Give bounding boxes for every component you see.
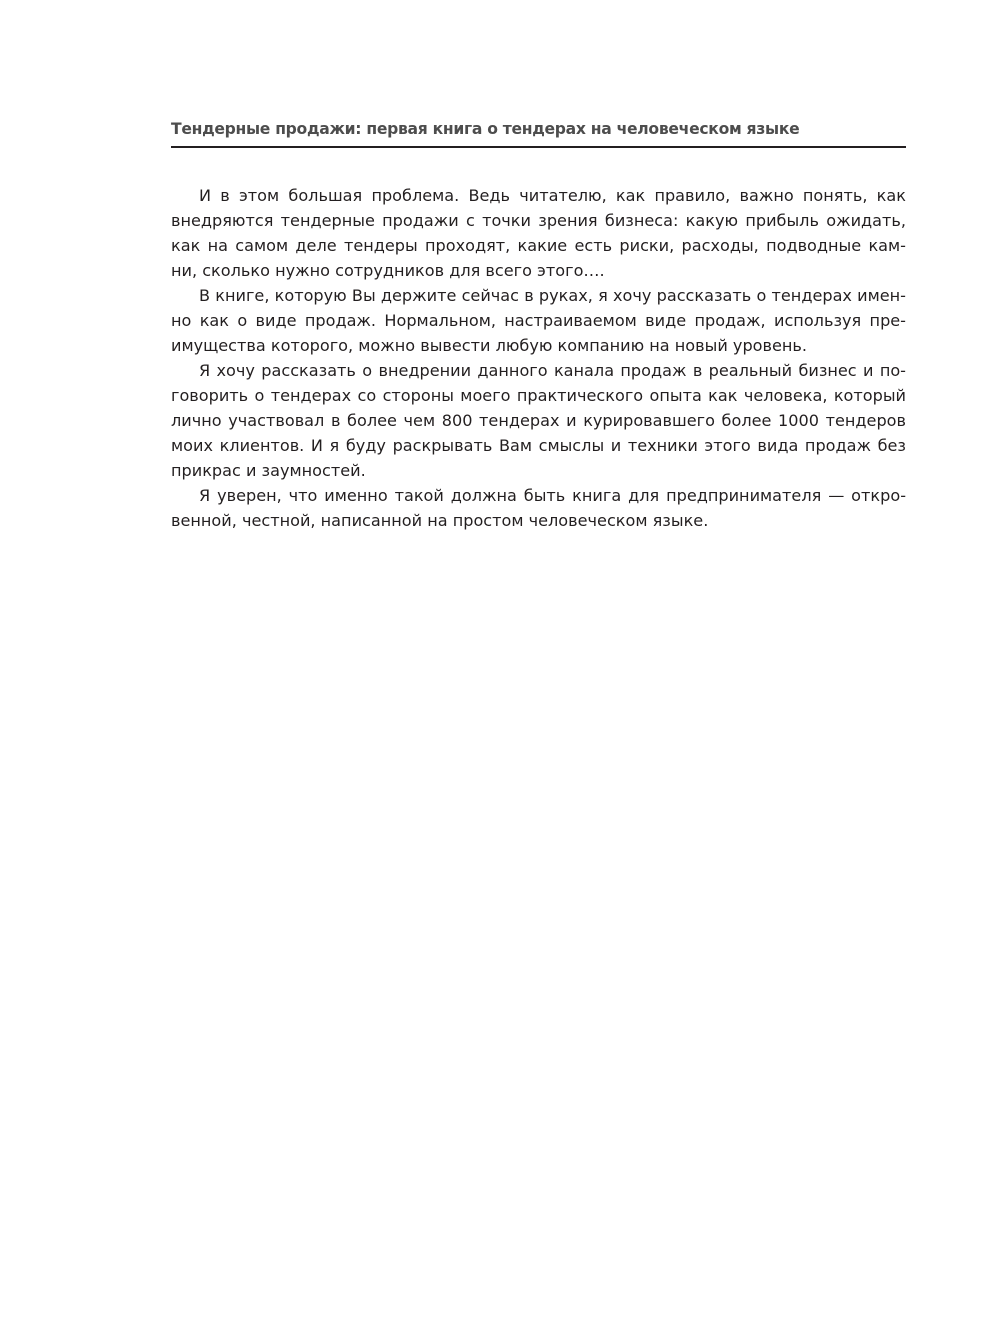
- paragraph-line: венной, честной, написанной на простом человеческом языке.: [171, 511, 709, 530]
- body-text: [171, 183, 906, 533]
- paragraph-1: [171, 183, 906, 283]
- paragraph-line: В книге, которую Вы держите сейчас в руках, я хочу рассказать о тендерах имен-: [199, 286, 906, 305]
- running-header-title: Тендерные продажи: первая книга о тендерах на человеческом языке: [171, 120, 800, 138]
- paragraph-line: говорить о тендерах со стороны моего практического опыта как человека, который: [171, 386, 906, 405]
- paragraph-line: прикрас и заумностей.: [171, 461, 366, 480]
- paragraph-line: ни, сколько нужно сотрудников для всего этого….: [171, 261, 605, 280]
- paragraph-line: лично участвовал в более чем 800 тендерах и курировавшего более 1000 тендеров: [171, 411, 906, 430]
- paragraph-line: имущества которого, можно вывести любую компанию на новый уровень.: [171, 336, 808, 355]
- paragraph-line: внедряются тендерные продажи с точки зрения бизнеса: какую прибыль ожидать,: [171, 211, 906, 230]
- paragraph-line: Я уверен, что именно такой должна быть книга для предпринимателя — откро-: [199, 486, 906, 505]
- paragraph-line: моих клиентов. И я буду раскрывать Вам смыслы и техники этого вида продаж без: [171, 436, 906, 455]
- running-header: [171, 118, 906, 148]
- paragraph-3: [171, 358, 906, 483]
- paragraph-4: [171, 483, 906, 533]
- paragraph-line: но как о виде продаж. Нормальном, настраиваемом виде продаж, используя пре-: [171, 311, 906, 330]
- paragraph-line: И в этом большая проблема. Ведь читателю, как правило, важно понять, как: [199, 186, 906, 205]
- paragraph-line: Я хочу рассказать о внедрении данного канала продаж в реальный бизнес и по-: [199, 361, 906, 380]
- paragraph-2: [171, 283, 906, 358]
- paragraph-line: как на самом деле тендеры проходят, какие есть риски, расходы, подводные кам-: [171, 236, 906, 255]
